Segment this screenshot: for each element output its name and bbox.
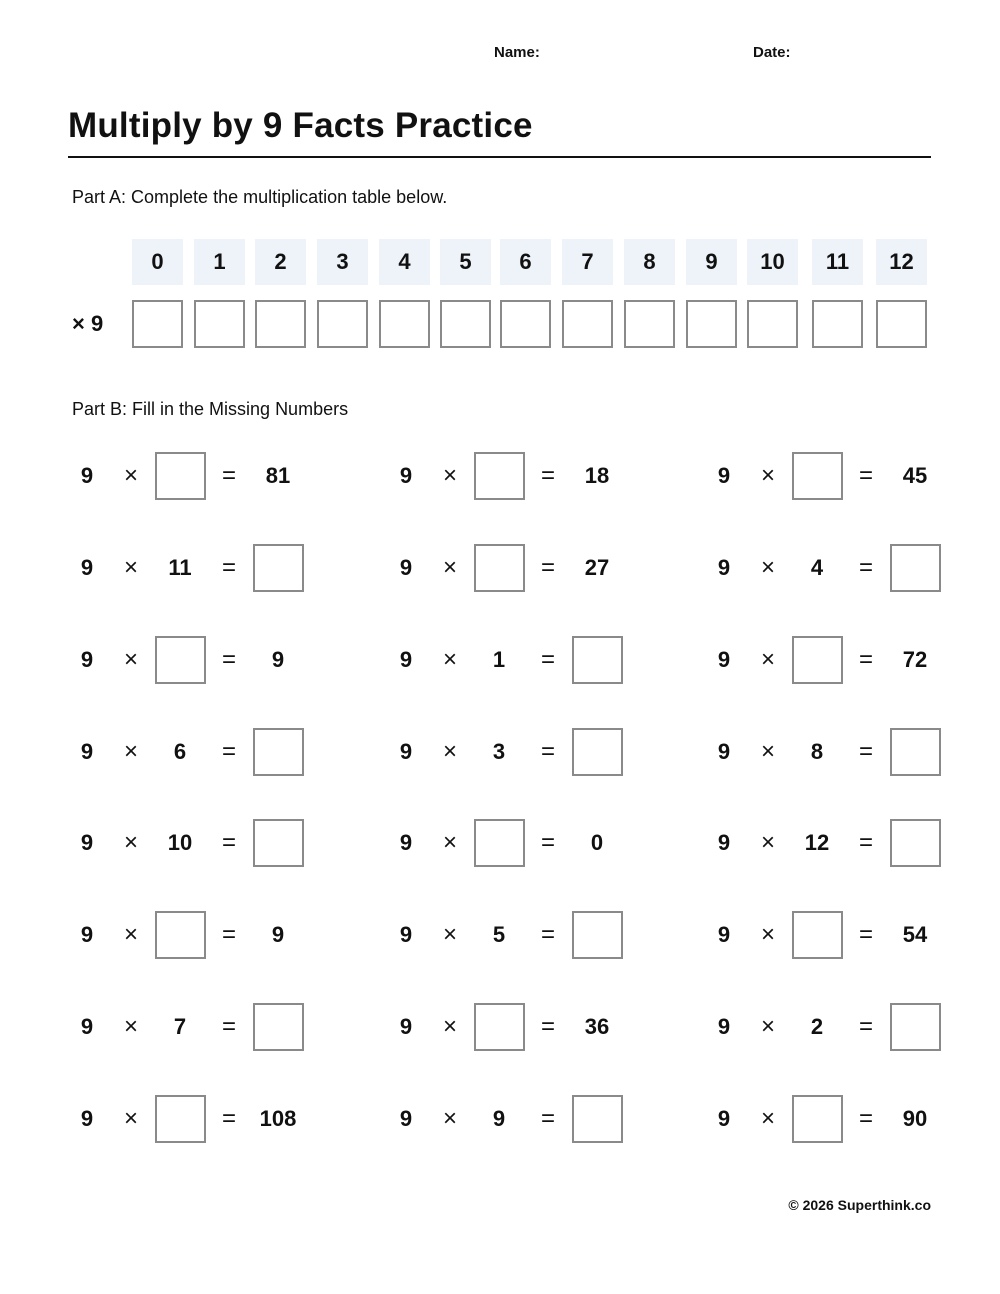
multiply-sign: × [442,462,457,489]
table-header-cell: 9 [686,239,737,285]
answer-box[interactable] [155,636,206,684]
multiply-sign: × [123,921,138,948]
problem-factor: 9 [717,463,731,488]
answer-box[interactable] [253,728,304,776]
table-header-cell: 1 [194,239,245,285]
problem [717,726,1000,778]
problem [80,1001,387,1053]
problem-factor: 9 [80,922,94,947]
equals-sign: = [540,921,555,948]
problem-product: 0 [590,830,604,855]
table-header-cell: 4 [379,239,430,285]
answer-box[interactable] [572,1095,623,1143]
table-answer-box[interactable] [624,300,675,348]
problem-multiplier: 12 [804,830,830,855]
answer-box[interactable] [474,1003,525,1051]
problem-factor: 9 [717,739,731,764]
answer-box[interactable] [253,544,304,592]
multiply-sign: × [760,921,775,948]
answer-box[interactable] [792,1095,843,1143]
equals-sign: = [221,829,236,856]
problem-multiplier: 4 [810,555,824,580]
equals-sign: = [540,1013,555,1040]
equals-sign: = [858,1105,873,1132]
answer-box[interactable] [792,452,843,500]
problem-multiplier: 11 [168,555,192,580]
problem-factor: 9 [399,647,413,672]
table-answer-box[interactable] [132,300,183,348]
name-label: Name: [494,44,540,61]
multiply-sign: × [442,646,457,673]
problem-multiplier: 10 [167,830,193,855]
table-answer-box[interactable] [317,300,368,348]
equals-sign: = [858,462,873,489]
multiply-sign: × [123,1013,138,1040]
problem-factor: 9 [399,463,413,488]
problem-factor: 9 [717,647,731,672]
multiply-sign: × [760,1013,775,1040]
answer-box[interactable] [792,636,843,684]
answer-box[interactable] [474,544,525,592]
multiply-sign: × [760,462,775,489]
problem [717,817,1000,869]
equals-sign: = [858,829,873,856]
problem-factor: 9 [717,1106,731,1131]
problem-factor: 9 [399,1106,413,1131]
problem [80,817,387,869]
problem [80,450,387,502]
table-answer-box[interactable] [255,300,306,348]
table-answer-box[interactable] [500,300,551,348]
equals-sign: = [858,738,873,765]
answer-box[interactable] [572,911,623,959]
table-answer-box[interactable] [876,300,927,348]
problem-multiplier: 1 [492,647,506,672]
answer-box[interactable] [474,819,525,867]
problem [717,542,1000,594]
problem-product: 54 [902,922,928,947]
problem [717,909,1000,961]
equals-sign: = [221,1013,236,1040]
multiply-sign: × [760,1105,775,1132]
problem [717,634,1000,686]
part-a-instruction: Part A: Complete the multiplication table below. [72,187,448,207]
equals-sign: = [221,646,236,673]
problem [399,542,706,594]
problem-multiplier: 5 [492,922,506,947]
equals-sign: = [221,554,236,581]
problem-product: 108 [259,1106,297,1131]
table-header-cell: 0 [132,239,183,285]
multiply-sign: × [760,829,775,856]
table-header-cell: 8 [624,239,675,285]
table-header-cell: 3 [317,239,368,285]
worksheet-title: Multiply by 9 Facts Practice [68,106,533,145]
table-header-cell: 6 [500,239,551,285]
problem [717,1001,1000,1053]
equals-sign: = [858,554,873,581]
multiply-sign: × [442,554,457,581]
answer-box[interactable] [155,911,206,959]
problem-multiplier: 6 [173,739,187,764]
problem-multiplier: 3 [492,739,506,764]
problem-factor: 9 [80,647,94,672]
answer-box[interactable] [890,819,941,867]
multiply-sign: × [442,921,457,948]
table-header-cell: 5 [440,239,491,285]
problem-factor: 9 [80,1014,94,1039]
multiply-sign: × [123,646,138,673]
answer-box[interactable] [890,728,941,776]
problem-factor: 9 [399,922,413,947]
equals-sign: = [858,1013,873,1040]
equals-sign: = [540,1105,555,1132]
problem-multiplier: 9 [492,1106,506,1131]
problem [399,1093,706,1145]
problem-multiplier: 7 [173,1014,187,1039]
problem-product: 9 [271,647,285,672]
multiply-sign: × [442,1013,457,1040]
problem-factor: 9 [717,555,731,580]
problem [399,1001,706,1053]
multiply-sign: × [760,554,775,581]
multiply-sign: × [442,829,457,856]
multiply-sign: × [123,829,138,856]
answer-box[interactable] [253,1003,304,1051]
multiply-sign: × [442,1105,457,1132]
problem-product: 36 [584,1014,610,1039]
problem [80,726,387,778]
problem [717,450,1000,502]
problem-product: 90 [902,1106,928,1131]
problem-factor: 9 [717,922,731,947]
answer-box[interactable] [572,636,623,684]
problem-factor: 9 [80,463,94,488]
table-header-cell: 7 [562,239,613,285]
problem-product: 9 [271,922,285,947]
answer-box[interactable] [890,1003,941,1051]
multiply-sign: × [123,554,138,581]
problem-factor: 9 [399,1014,413,1039]
equals-sign: = [221,921,236,948]
problem-factor: 9 [717,830,731,855]
table-header-cell: 2 [255,239,306,285]
problem [80,634,387,686]
problem [80,1093,387,1145]
answer-box[interactable] [155,1095,206,1143]
multiply-sign: × [123,462,138,489]
answer-box[interactable] [155,452,206,500]
table-answer-box[interactable] [440,300,491,348]
problem [399,909,706,961]
problem [399,450,706,502]
table-header-cell: 10 [747,239,798,285]
equals-sign: = [540,738,555,765]
equals-sign: = [540,829,555,856]
problem-factor: 9 [80,555,94,580]
problem-product: 72 [902,647,928,672]
multiplier-label: × 9 [72,311,104,336]
equals-sign: = [858,646,873,673]
table-answer-box[interactable] [562,300,613,348]
equals-sign: = [221,1105,236,1132]
table-answer-box[interactable] [747,300,798,348]
part-b-instruction: Part B: Fill in the Missing Numbers [72,399,349,419]
problem [80,542,387,594]
answer-box[interactable] [890,544,941,592]
equals-sign: = [540,646,555,673]
problem-product: 81 [265,463,291,488]
equals-sign: = [858,921,873,948]
multiply-sign: × [123,738,138,765]
problem [399,634,706,686]
multiply-sign: × [123,1105,138,1132]
problem [80,909,387,961]
copyright-footer: © 2026 Superthink.co [788,1197,931,1213]
equals-sign: = [540,462,555,489]
problem [717,1093,1000,1145]
problem-factor: 9 [80,830,94,855]
problem-factor: 9 [399,830,413,855]
equals-sign: = [221,462,236,489]
problem-factor: 9 [717,1014,731,1039]
equals-sign: = [221,738,236,765]
multiply-sign: × [760,738,775,765]
problem-product: 27 [584,555,610,580]
multiply-sign: × [442,738,457,765]
problem-product: 18 [584,463,610,488]
date-label: Date: [753,44,791,61]
table-header-cell: 11 [812,239,863,285]
problem-factor: 9 [80,1106,94,1131]
problem [399,817,706,869]
table-answer-box[interactable] [686,300,737,348]
table-header-cell: 12 [876,239,927,285]
title-divider [68,156,931,158]
answer-box[interactable] [474,452,525,500]
answer-box[interactable] [792,911,843,959]
problem-multiplier: 8 [810,739,824,764]
table-answer-box[interactable] [812,300,863,348]
problem-product: 45 [902,463,928,488]
problem-multiplier: 2 [810,1014,824,1039]
problem-factor: 9 [80,739,94,764]
multiply-sign: × [760,646,775,673]
equals-sign: = [540,554,555,581]
answer-box[interactable] [572,728,623,776]
table-answer-box[interactable] [379,300,430,348]
answer-box[interactable] [253,819,304,867]
problem-factor: 9 [399,739,413,764]
problem [399,726,706,778]
table-answer-box[interactable] [194,300,245,348]
problem-factor: 9 [399,555,413,580]
